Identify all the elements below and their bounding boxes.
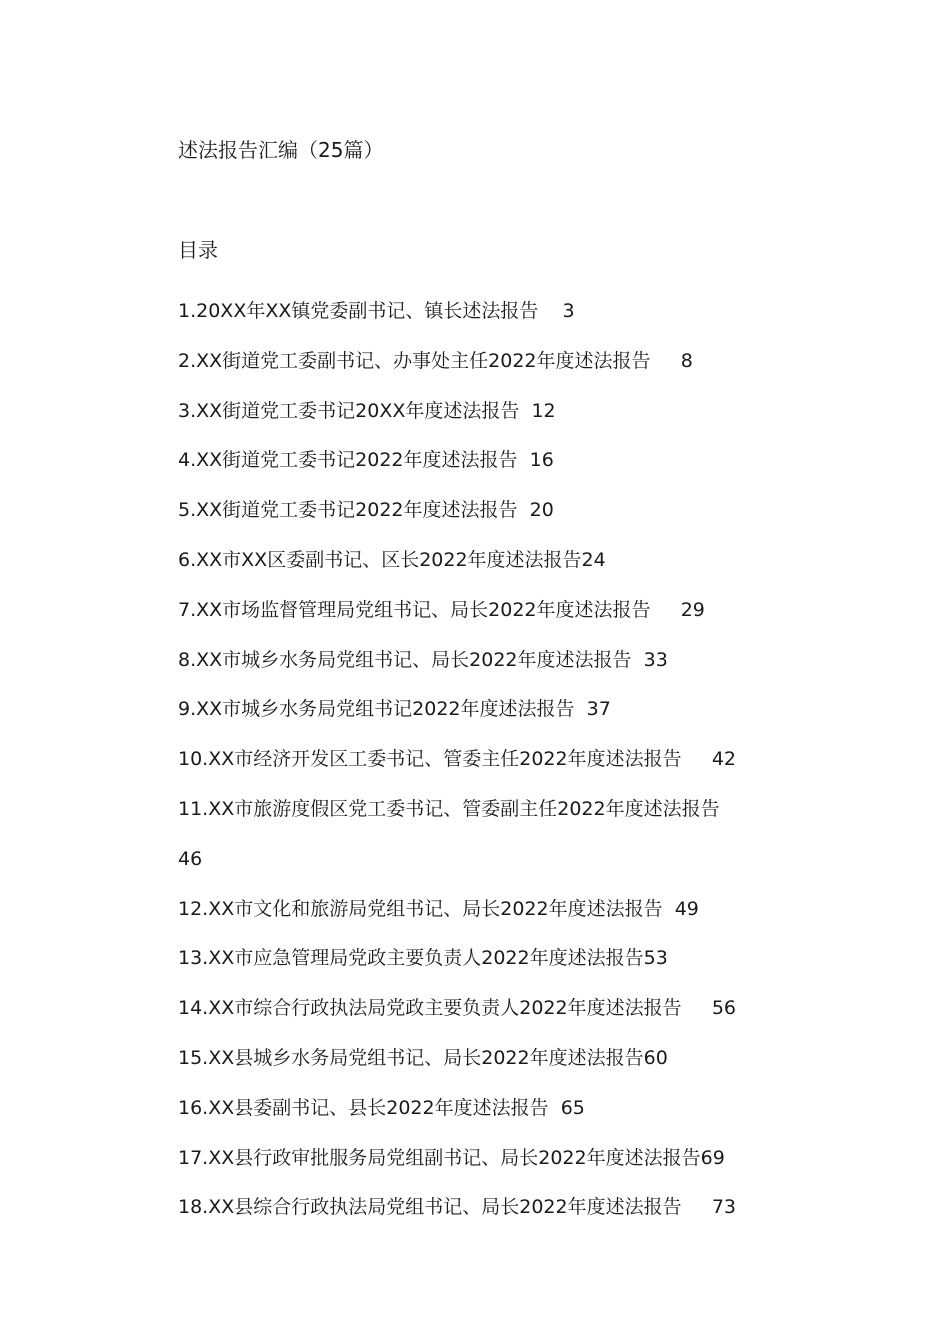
toc-entry-page: 46	[178, 847, 203, 870]
toc-heading: 目录	[178, 238, 218, 262]
toc-entry-text: 6.XX市XX区委副书记、区长2022年度述法报告	[178, 548, 582, 571]
toc-entry-text: 8.XX市城乡水务局党组书记、局长2022年度述法报告	[178, 648, 632, 671]
toc-entry-text: 12.XX市文化和旅游局党组书记、局长2022年度述法报告	[178, 897, 663, 920]
toc-entry-text: 18.XX县综合行政执法局党组书记、局长2022年度述法报告	[178, 1196, 682, 1219]
toc-entry-page: 24	[581, 548, 606, 571]
toc-entry-1	[178, 287, 818, 337]
toc-entry-14	[178, 984, 818, 1034]
toc-entry-3	[178, 387, 818, 437]
document-title: 述法报告汇编（25篇）	[178, 138, 384, 162]
toc-entry-text: 11.XX市旅游度假区党工委书记、管委副主任2022年度述法报告	[178, 797, 720, 820]
toc-entry-6	[178, 536, 818, 586]
toc-entry-text: 16.XX县委副书记、县长2022年度述法报告	[178, 1096, 549, 1119]
toc-entry-8	[178, 636, 818, 686]
toc-entry-15	[178, 1034, 818, 1084]
toc-entry-12	[178, 885, 818, 935]
toc-entry-page: 33	[643, 648, 668, 671]
toc-entry-13	[178, 934, 818, 984]
toc-entry-text: 9.XX市城乡水务局党组书记2022年度述法报告	[178, 698, 575, 721]
toc-entry-page: 56	[711, 997, 736, 1020]
toc-entry-page: 69	[700, 1146, 725, 1169]
toc-entry-text: 4.XX街道党工委书记2022年度述法报告	[178, 449, 518, 472]
toc-entry-7	[178, 586, 818, 636]
toc-entry-page: 20	[529, 499, 554, 522]
toc-entry-11	[178, 785, 818, 885]
toc-entry-page: 29	[680, 598, 705, 621]
toc-entry-text: 13.XX市应急管理局党政主要负责人2022年度述法报告	[178, 947, 644, 970]
toc-entry-text: 7.XX市场监督管理局党组书记、局长2022年度述法报告	[178, 598, 651, 621]
toc-entry-page: 49	[674, 897, 699, 920]
toc-entry-page: 16	[529, 449, 554, 472]
toc-entry-9	[178, 685, 818, 735]
toc-entry-10	[178, 735, 818, 785]
toc-entry-text: 1.20XX年XX镇党委副书记、镇长述法报告	[178, 300, 539, 322]
toc-entry-18	[178, 1183, 818, 1233]
toc-entry-page: 8	[680, 349, 693, 372]
toc-entry-text: 3.XX街道党工委书记20XX年度述法报告	[178, 399, 520, 422]
toc-entry-page: 3	[562, 300, 575, 322]
toc-entry-text: 17.XX县行政审批服务局党组副书记、局长2022年度述法报告	[178, 1146, 701, 1169]
toc-entry-2	[178, 337, 818, 387]
toc-entry-text: 2.XX街道党工委副书记、办事处主任2022年度述法报告	[178, 349, 651, 372]
toc-entry-text: 10.XX市经济开发区工委书记、管委主任2022年度述法报告	[178, 748, 682, 771]
toc-entry-text: 15.XX县城乡水务局党组书记、局长2022年度述法报告	[178, 1046, 644, 1069]
toc-entry-page: 65	[560, 1096, 585, 1119]
toc-entry-page: 60	[643, 1046, 668, 1069]
toc-entry-5	[178, 486, 818, 536]
toc-entry-page: 73	[711, 1196, 736, 1219]
toc-entry-page: 53	[643, 947, 668, 970]
toc-entry-4	[178, 436, 818, 486]
toc-entry-17	[178, 1134, 818, 1184]
table-of-contents	[178, 287, 818, 1233]
toc-entry-text: 14.XX市综合行政执法局党政主要负责人2022年度述法报告	[178, 997, 682, 1020]
toc-entry-page: 42	[711, 748, 736, 771]
toc-entry-text: 5.XX街道党工委书记2022年度述法报告	[178, 499, 518, 522]
toc-entry-16	[178, 1084, 818, 1134]
toc-entry-page: 37	[586, 698, 611, 721]
toc-entry-page: 12	[531, 399, 556, 422]
